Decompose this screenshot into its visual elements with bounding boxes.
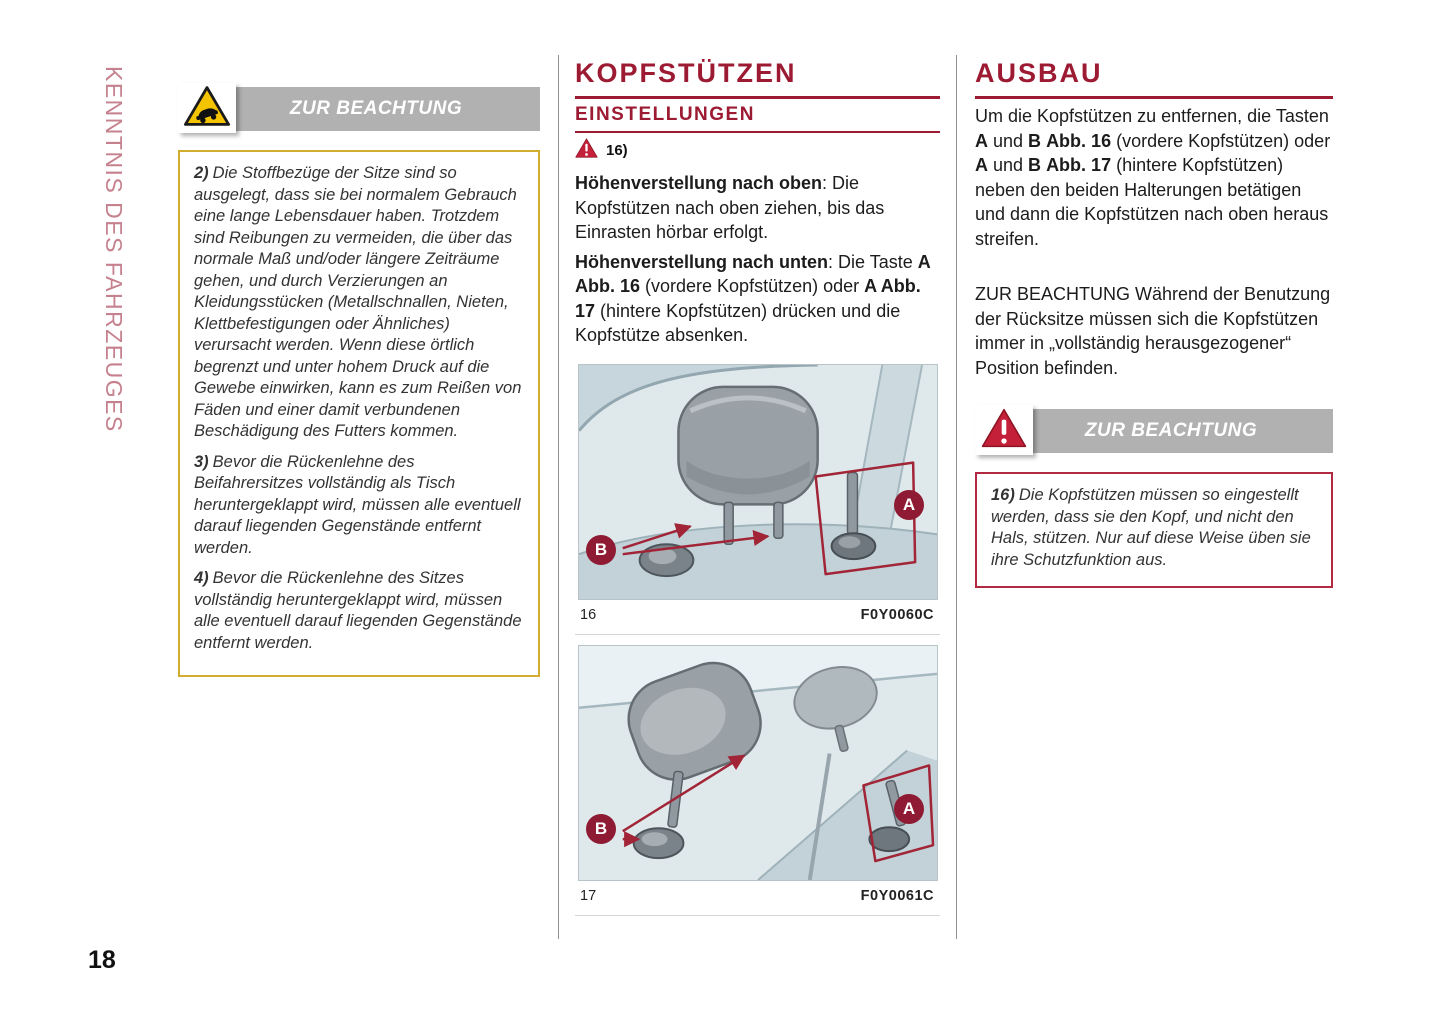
height-up-text: : Die Kopfstützen nach oben ziehen, bis das Einrasten hörbar erfolgt. [575,173,885,242]
note-text: Bevor die Rückenlehne des Beifahrersitzes vollständig als Tisch heruntergeklappt wird, müssen alle eventuell darauf liegenden Gegenstände entfernt werden. [194,452,521,557]
removal-instructions [975,104,1333,256]
figure-17-image [578,645,938,881]
figure-16-image [578,364,938,600]
safety-note-paragraph [991,485,1317,571]
danger-warning-iconbox [975,405,1033,455]
height-up-paragraph [575,171,938,245]
front-headrest-illustration [579,365,937,599]
caution-header-label: ZUR BEACHTUNG [289,98,463,119]
section-title-kopfstuetzen: KOPFSTÜTZEN [575,58,940,99]
note-text: Bevor die Rückenlehne des Sitzes vollständig heruntergeklappt wird, müssen alle eventuell darauf liegenden Gegenstände entfernt werden. [194,569,522,652]
figure-separator [575,915,940,916]
rollover-warning-iconbox [178,83,236,133]
page-number: 18 [88,946,116,974]
note-number: 3) [194,452,209,471]
rear-seat-note-paragraph: ZUR BEACHTUNG Während der Benutzung der Rücksitze müssen sich die Kopfstützen immer in „vollständig herausgezogener“ Position befinden. [975,284,1331,378]
warning-reference [575,138,628,162]
caution-paragraph [194,452,524,560]
figure-number: 16 [580,607,597,623]
figure17-label-a: A [894,794,924,824]
figure-separator [575,634,940,635]
figure-number: 17 [580,888,597,904]
note-number: 2) [194,164,209,182]
figure16-label-a: A [894,490,924,520]
note-number: 4) [194,569,209,587]
section-title-ausbau: AUSBAU [975,58,1333,99]
car-rollover-warning-icon [183,85,231,132]
warning-reference-number: 16) [606,141,628,159]
danger-triangle-icon [981,408,1027,453]
removal-paragraph: Um die Kopfstützen zu entfernen, die Tasten A und B Abb. 16 (vordere Kopfstützen) oder A und B Abb. 17 (hintere Kopfstützen) neben den beiden Halterungen betätigen und dann die Kopfstützen nach oben heraus streifen. [975,106,1331,249]
height-down-lead: Höhenverstellung nach unten [575,251,829,272]
rear-headrest-illustration [579,646,937,880]
figure-16-caption [580,607,934,623]
note-text: Die Stoffbezüge der Sitze sind so ausgelegt, dass sie bei normalem Gebrauch eine lange Lebensdauer haben. Trotzdem sind Reibungen zu vermeiden, die über das normale Maß und/oder längere Zeiträume gehen, und durch Verzierungen an Kleidungsstücken (Metallschnallen, Nieten, Klettbefestigungen oder Ähnliches) verursacht werden. Wenn diese örtlich begrenzt und unter hohem Druck auf die Gewebe einwirken, kann es zum Reißen von Fäden und einer damit verbundenen Beschädigung des Futters kommen. [194,164,522,440]
headrest-safety-note-box [975,472,1333,588]
danger-triangle-icon [575,138,598,162]
column-divider [558,55,559,939]
subsection-title-einstellungen: EINSTELLUNGEN [575,104,940,133]
chapter-sidebar-label: KENNTNIS DES FAHRZEUGES [101,66,127,433]
caution-header-right [975,407,1333,455]
caution-notes-box [178,150,540,677]
figure-code: F0Y0060C [860,607,934,623]
caution-header-left [178,85,540,133]
rear-seat-note [975,282,1333,385]
caution-header-label: ZUR BEACHTUNG [1084,420,1258,441]
caution-paragraph [194,568,524,654]
height-up-lead: Höhenverstellung nach oben [575,173,823,193]
figure16-label-b: B [586,535,616,565]
note-number: 16) [991,486,1015,504]
adjustment-instructions [575,171,938,353]
note-text: Die Kopfstützen müssen so eingestellt werden, dass sie den Kopf, und nicht den Hals, stützen. Nur auf diese Weise üben sie ihre Schutzfunktion aus. [991,486,1311,569]
caution-header-bar [1009,409,1333,453]
column-divider [956,55,957,939]
figure-code: F0Y0061C [860,888,934,904]
caution-header-bar [212,87,540,131]
height-down-text: : Die Taste A Abb. 16 (vordere Kopfstützen) oder A Abb. 17 (hintere Kopfstützen) drücken und die Kopfstütze absenken. [575,251,931,345]
figure17-label-b: B [586,814,616,844]
height-down-paragraph [575,250,938,348]
caution-paragraph [194,163,524,443]
figure-17-caption [580,888,934,904]
